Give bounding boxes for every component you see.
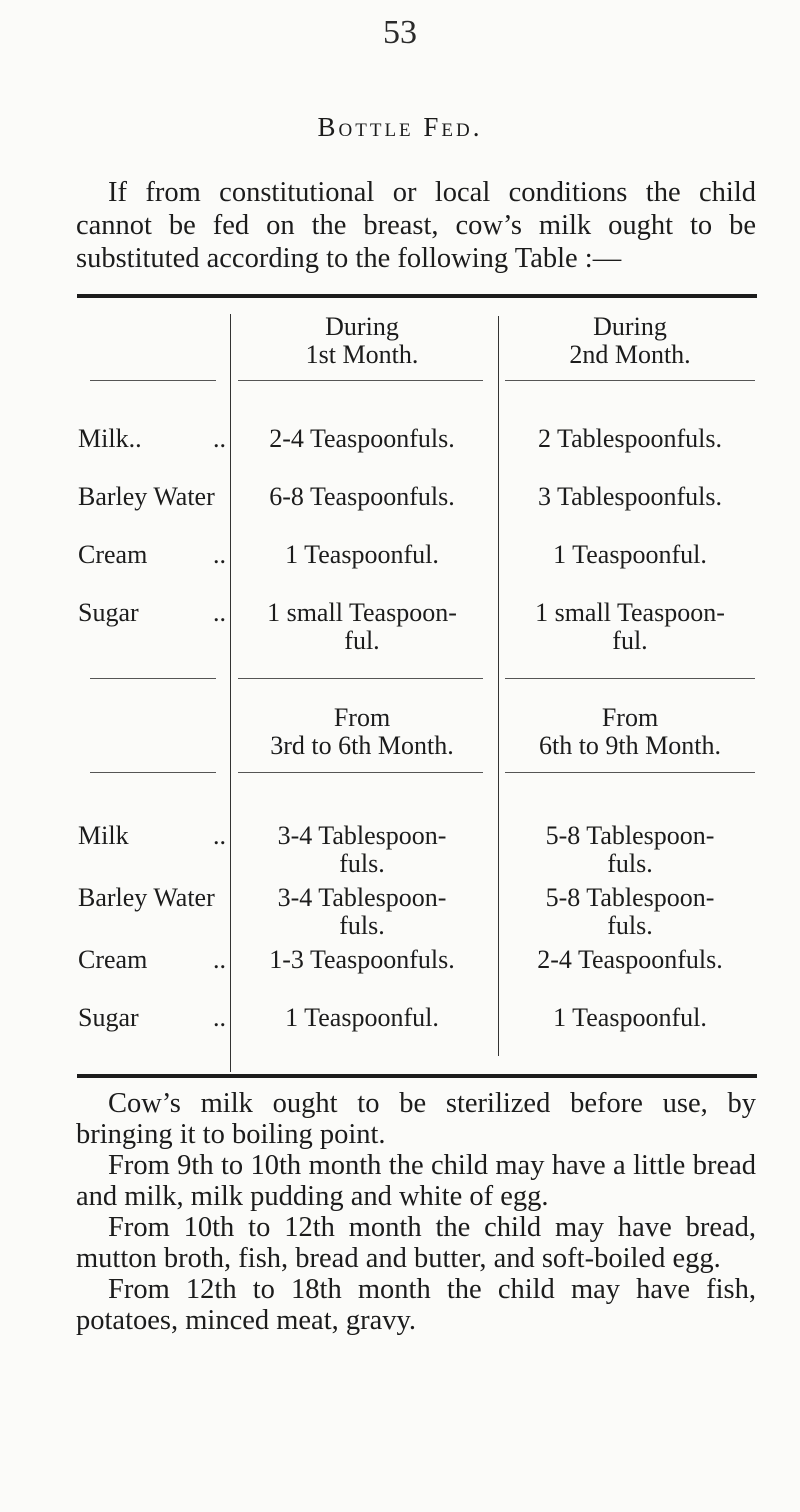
note-paragraph: From 9th to 10th month the child may have a little bread and milk, milk pudding and white of egg. <box>76 1150 756 1212</box>
intro-paragraph: If from constitutional or local conditions the child cannot be fed on the breast, cow’s milk ought to be substituted according to the following Table :— <box>76 177 756 274</box>
note-paragraph: Cow’s milk ought to be sterilized before use, by bringing it to boiling point. <box>76 1088 756 1150</box>
table-cell: 1 Teaspoonful. <box>553 540 707 569</box>
header-rule <box>505 380 755 381</box>
row-label-cream: Cream .. <box>78 945 226 974</box>
note-paragraph: From 10th to 12th month the child may have bread, mutton broth, fish, bread and butter, and soft-boiled egg. <box>76 1212 756 1274</box>
table-top-rule <box>77 294 757 298</box>
column-header: From 3rd to 6th Month. <box>270 703 454 760</box>
table-cell: 3-4 Tablespoon- fuls. <box>277 821 447 878</box>
table-cell: 1-3 Teaspoonfuls. <box>269 945 455 974</box>
table-cell: 6-8 Teaspoonfuls. <box>269 482 455 511</box>
table-cell: 1 small Teaspoon- ful. <box>535 598 725 655</box>
row-label-sugar: Sugar .. <box>78 1003 226 1032</box>
header-rule <box>505 772 755 773</box>
table-bottom-rule <box>77 1074 757 1078</box>
row-label-barley-water: Barley Water <box>78 883 215 912</box>
table-cell: 2-4 Teaspoonfuls. <box>537 945 723 974</box>
column-header: During 2nd Month. <box>569 312 691 369</box>
page-number: 53 <box>383 14 417 51</box>
column-header: During 1st Month. <box>305 312 419 369</box>
table-cell: 5-8 Tablespoon- fuls. <box>545 821 715 878</box>
notes <box>76 1088 756 1336</box>
table-cell: 1 Teaspoonful. <box>285 1003 439 1032</box>
table-cell: 1 Teaspoonful. <box>285 540 439 569</box>
table-cell: 5-8 Tablespoon- fuls. <box>545 883 715 940</box>
row-label-barley-water: Barley Water <box>78 482 215 511</box>
header-rule <box>90 380 216 381</box>
row-label-milk: Milk .. <box>78 821 226 850</box>
table-cell: 3-4 Tablespoon- fuls. <box>277 883 447 940</box>
table-cell: 3 Tablespoonfuls. <box>537 482 723 511</box>
header-rule <box>238 380 483 381</box>
row-label-sugar: Sugar .. <box>78 598 226 627</box>
table-cell: 2 Tablespoonfuls. <box>537 424 723 453</box>
header-rule <box>90 772 216 773</box>
note-paragraph: From 12th to 18th month the child may have fish, potatoes, minced meat, gravy. <box>76 1274 756 1336</box>
column-header: From 6th to 9th Month. <box>538 703 721 760</box>
section-title: Bottle Fed. <box>317 112 483 142</box>
row-label-milk: Milk.. .. <box>78 424 226 453</box>
header-rule <box>238 772 483 773</box>
section-rule <box>505 678 755 679</box>
row-label-cream: Cream .. <box>78 540 226 569</box>
section-rule <box>238 678 483 679</box>
table-cell: 1 small Teaspoon- ful. <box>267 598 457 655</box>
table-cell: 2-4 Teaspoonfuls. <box>269 424 455 453</box>
table-cell: 1 Teaspoonful. <box>553 1003 707 1032</box>
section-rule <box>90 678 216 679</box>
